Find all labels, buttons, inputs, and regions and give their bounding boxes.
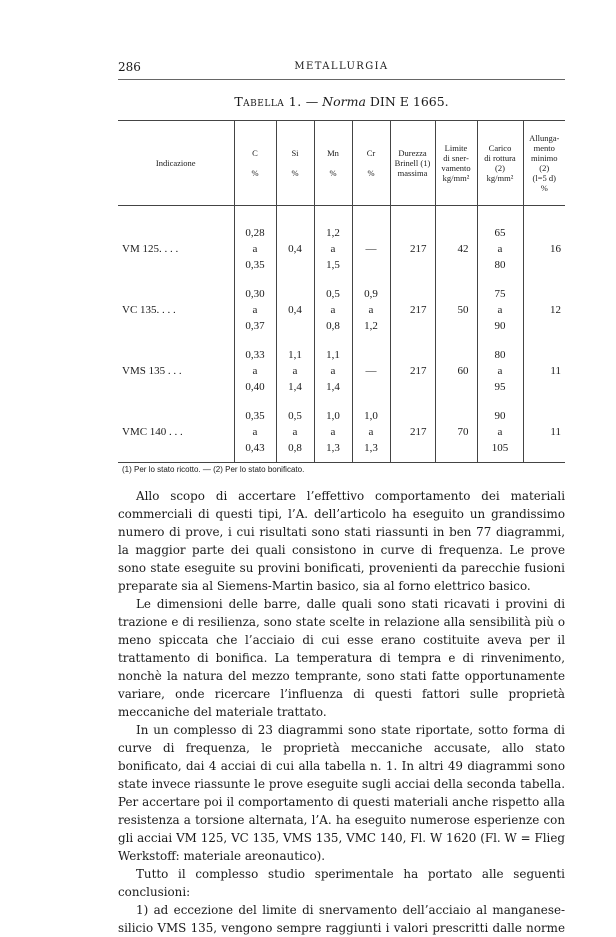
header-si: Si % bbox=[276, 121, 314, 206]
cell-cr: — bbox=[352, 340, 390, 401]
header-allungamento: Allunga- mento minimo (2) (l=5 d) % bbox=[523, 121, 565, 206]
cell-indicazione: VC 135. . . . bbox=[122, 303, 176, 316]
cell-si: 0,4 bbox=[276, 279, 314, 340]
cell-carico: 80 a 95 bbox=[477, 340, 523, 401]
paragraph: Allo scopo di accertare l’effettivo comportamento dei materiali commerciali di questi tipi, l’A. dell’articolo ha eseguito un grandissimo numero di prove, i cui risultati sono stati riassunti in ben 77 diagrammi, la maggior parte dei quali consistono in curve di frequenza. Le prove sono state eseguite su provini bonificati, provenienti da parecchie fusioni preparate sia al Siemens-Martin basico, sia al forno elettrico basico. bbox=[118, 489, 565, 593]
cell-carico: 90 a 105 bbox=[477, 401, 523, 463]
header-cr: Cr % bbox=[352, 121, 390, 206]
cell-limite: 60 bbox=[435, 340, 477, 401]
header-indicazione: Indicazione bbox=[155, 158, 196, 168]
table-row bbox=[118, 279, 565, 340]
cell-c: 0,30 a 0,37 bbox=[234, 279, 276, 340]
cell-indicazione: VMC 140 . . . bbox=[118, 401, 234, 463]
cell-mn: 0,5 a 0,8 bbox=[314, 279, 352, 340]
cell-limite: 70 bbox=[435, 401, 477, 463]
cell-c: 0,33 a 0,40 bbox=[234, 340, 276, 401]
cell-c: 0,35 a 0,43 bbox=[234, 401, 276, 463]
header-limite: Limite di sner- vamento kg/mm² bbox=[435, 121, 477, 206]
cell-limite: 50 bbox=[435, 279, 477, 340]
cell-durezza: 217 bbox=[390, 340, 435, 401]
composition-table bbox=[118, 120, 565, 463]
cell-durezza: 217 bbox=[390, 279, 435, 340]
page-header bbox=[118, 60, 565, 76]
header-durezza: Durezza Brinell (1) massima bbox=[390, 121, 435, 206]
cell-si: 1,1 a 1,4 bbox=[276, 340, 314, 401]
cell-allungamento: 12 bbox=[523, 279, 565, 340]
header-c: C % bbox=[234, 121, 276, 206]
header-mn: Mn % bbox=[314, 121, 352, 206]
cell-carico: 65 a 80 bbox=[477, 206, 523, 280]
table-row bbox=[118, 401, 565, 463]
cell-cr: 1,0 a 1,3 bbox=[352, 401, 390, 463]
cell-carico: 75 a 90 bbox=[477, 279, 523, 340]
table-row bbox=[118, 340, 565, 401]
cell-indicazione: VM 125. . . . bbox=[122, 242, 179, 255]
cell-c: 0,28 a 0,35 bbox=[234, 206, 276, 280]
paragraph: 1) ad eccezione del limite di snervamento dell’acciaio al manganese-silicio VMS 135, vengono sempre raggiunti i valori prescritti dalle norme bbox=[118, 903, 565, 935]
table-caption bbox=[118, 94, 565, 109]
running-title: METALLURGIA bbox=[294, 61, 389, 72]
table-row bbox=[118, 206, 565, 280]
header-rule bbox=[118, 79, 565, 80]
cell-si: 0,4 bbox=[276, 206, 314, 280]
cell-cr: — bbox=[352, 206, 390, 280]
table-caption-dash: — bbox=[305, 94, 319, 109]
cell-cr: 0,9 a 1,2 bbox=[352, 279, 390, 340]
paragraph: Tutto il complesso studio sperimentale ha portato alle seguenti conclusioni: bbox=[118, 867, 565, 899]
paragraph: Le dimensioni delle barre, dalle quali sono stati ricavati i provini di trazione e di resilienza, sono state scelte in relazione alla sensibilità più o meno spiccata che l’acciaio di cui esse erano costituite aveva per il trattamento di bonifica. La temperatura di tempra e di rinvenimento, nonchè la natura del mezzo temprante, sono stati fatte opportunamente variare, onde ricercare l’influenza di questi fattori sulle proprietà meccaniche del materiale trattato. bbox=[118, 597, 565, 719]
header-carico: Carico di rottura (2) kg/mm² bbox=[477, 121, 523, 206]
cell-allungamento: 11 bbox=[523, 340, 565, 401]
cell-allungamento: 11 bbox=[523, 401, 565, 463]
cell-limite: 42 bbox=[435, 206, 477, 280]
paragraph: In un complesso di 23 diagrammi sono state riportate, sotto forma di curve di frequenza, le proprietà meccaniche accusate, allo stato bonificato, dai 4 acciai di cui alla tabella n. 1. In altri 49 diagrammi sono state invece riassunte le prove eseguite sugli acciai della seconda tabella. Per accertare poi il comportamento di questi materiali anche rispetto alla resistenza a torsione alternata, l’A. ha eseguito numerose esperienze con gli acciai VM 125, VC 135, VMS 135, VMC 140, Fl. W 1620 (Fl. W = Flieg Werkstoff: materiale areonautico). bbox=[118, 723, 565, 863]
cell-durezza: 217 bbox=[390, 206, 435, 280]
table-header-row bbox=[118, 121, 565, 206]
table-caption-norm: Norma bbox=[322, 94, 366, 109]
cell-si: 0,5 a 0,8 bbox=[276, 401, 314, 463]
cell-indicazione: VMS 135 . . . bbox=[122, 364, 182, 377]
cell-mn: 1,1 a 1,4 bbox=[314, 340, 352, 401]
table-caption-label: Tabella 1. bbox=[234, 94, 302, 109]
body-text bbox=[118, 487, 565, 937]
table-footnote: (1) Per lo stato ricotto. — (2) Per lo stato bonificato. bbox=[122, 465, 305, 474]
table-caption-code: DIN E 1665. bbox=[369, 94, 449, 109]
page-number: 286 bbox=[118, 60, 141, 74]
cell-mn: 1,2 a 1,5 bbox=[314, 206, 352, 280]
cell-mn: 1,0 a 1,3 bbox=[314, 401, 352, 463]
cell-durezza: 217 bbox=[390, 401, 435, 463]
cell-allungamento: 16 bbox=[523, 206, 565, 280]
